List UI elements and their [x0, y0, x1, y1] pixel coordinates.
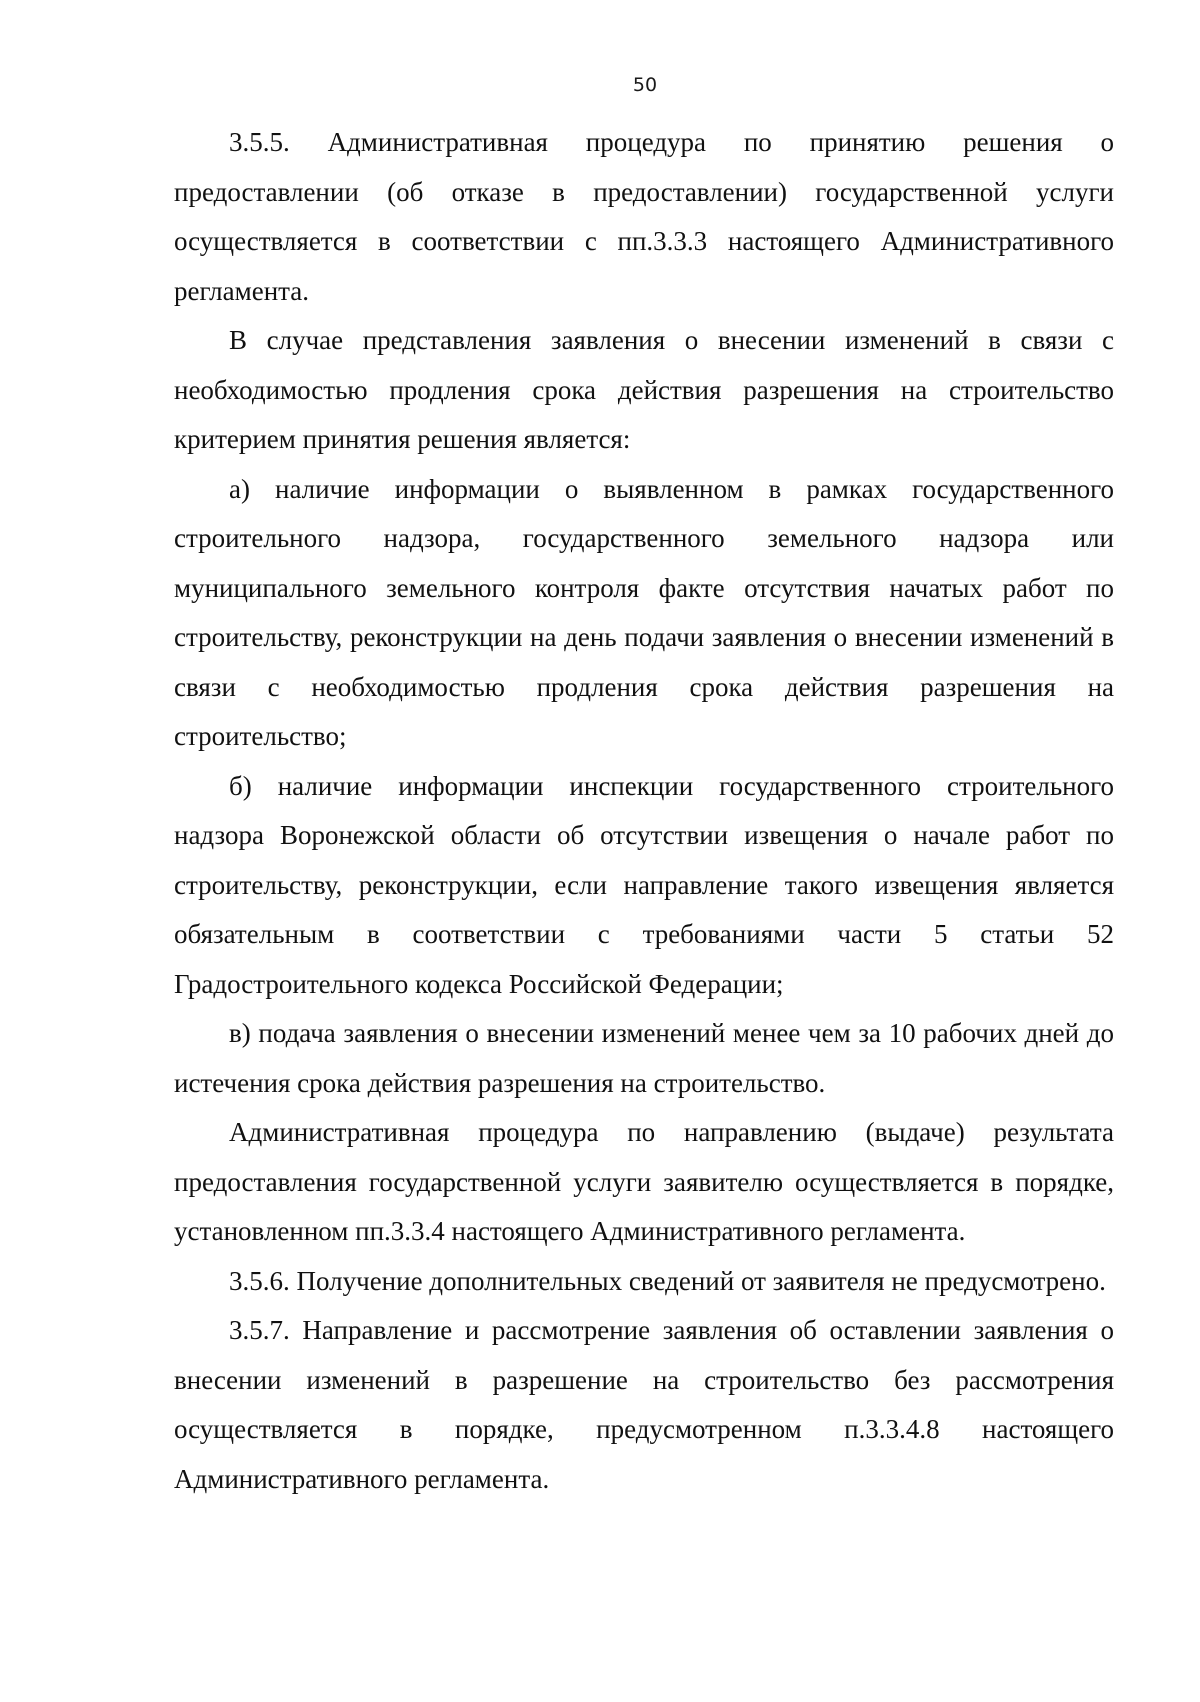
paragraph-criterion-b: б) наличие информации инспекции государственного строительного надзора Воронежской области об отсутствии извещения о начале работ по строительству, реконструкции, если направление такого извещения является обязательным в соответствии с требованиями части 5 статьи 52 Градостроительного кодекса Российской Федерации;: [174, 770, 1114, 999]
paragraph-3-5-5: 3.5.5. Административная процедура по принятию решения о предоставлении (об отказе в предоставлении) государственной услуги осуществляется в соответствии с пп.3.3.3 настоящего Административного регламента.: [174, 127, 1114, 306]
paragraph-criteria-intro: В случае представления заявления о внесении изменений в связи с необходимостью продления срока действия разрешения на строительство критерием принятия решения является:: [174, 325, 1114, 454]
paragraph-criterion-v: в) подача заявления о внесении изменений менее чем за 10 рабочих дней до истечения срока действия разрешения на строительство.: [174, 1018, 1114, 1098]
paragraph-criterion-a: а) наличие информации о выявленном в рамках государственного строительного надзора, государственного земельного надзора или муниципального земельного контроля факте отсутствия начатых работ по строительству, реконструкции на день подачи заявления о внесении изменений в связи с необходимостью продления срока действия разрешения на строительство;: [174, 473, 1114, 751]
page-number: 50: [632, 74, 658, 96]
paragraph-3-5-6: 3.5.6. Получение дополнительных сведений от заявителя не предусмотрено.: [229, 1265, 1106, 1296]
paragraph-3-5-7: 3.5.7. Направление и рассмотрение заявления об оставлении заявления о внесении изменений в разрешение на строительство без рассмотрения осуществляется в порядке, предусмотренном п.3.3.4.8 настоящего Административного регламента.: [174, 1315, 1114, 1494]
document-body: [174, 118, 1114, 1504]
paragraph-result-delivery: Административная процедура по направлению (выдаче) результата предоставления государственной услуги заявителю осуществляется в порядке, установленном пп.3.3.4 настоящего Административного регламента.: [174, 1117, 1114, 1246]
